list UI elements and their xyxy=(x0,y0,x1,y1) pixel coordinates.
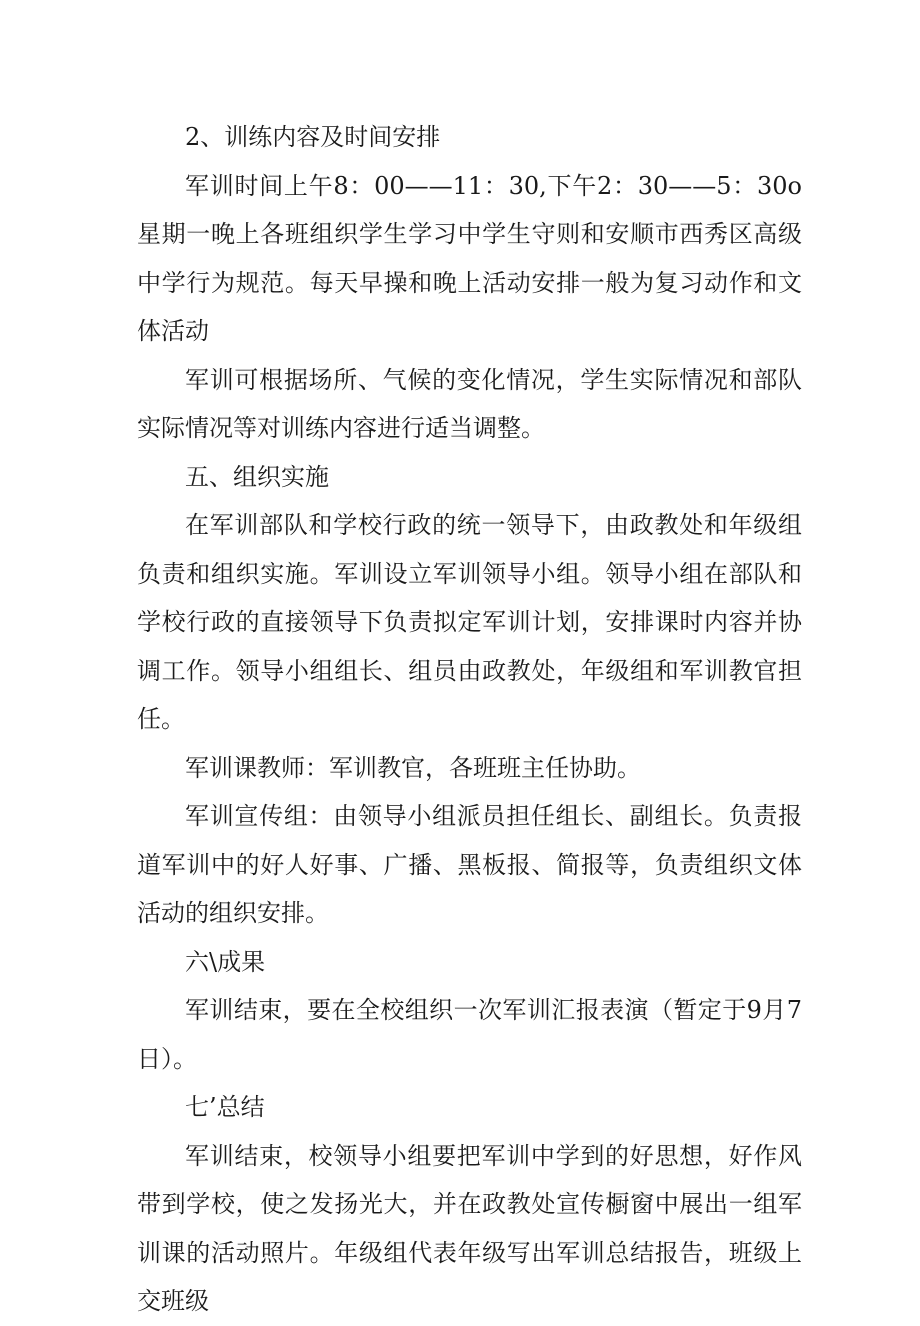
paragraph-report-performance: 军训结束，要在全校组织一次军训汇报表演（暂定于9月7日）。 xyxy=(137,996,802,1073)
document-body xyxy=(137,113,802,1326)
section-heading-training-schedule: 2、训练内容及时间安排 xyxy=(185,123,441,151)
section-heading-summary: 七’总结 xyxy=(185,1093,265,1121)
paragraph-summary: 军训结束，校领导小组要把军训中学到的好思想，好作风带到学校，使之发扬光大，并在政教处宣传橱窗中展出一组军训课的活动照片。年级组代表年级写出军训总结报告，班级上交班级 xyxy=(137,1141,802,1315)
paragraph-leadership: 在军训部队和学校行政的统一领导下，由政教处和年级组负责和组织实施。军训设立军训领导小组。领导小组在部队和学校行政的直接领导下负责拟定军训计划，安排课时内容并协调工作。领导小组组长、组员由政教处，年级组和军训教官担任。 xyxy=(137,511,802,733)
paragraph-adjustment: 军训可根据场所、气候的变化情况，学生实际情况和部队实际情况等对训练内容进行适当调整。 xyxy=(137,365,802,442)
paragraph-teachers: 军训课教师：军训教官，各班班主任协助。 xyxy=(185,753,641,782)
paragraph-training-time: 军训时间上午8：00——11：30,下午2：30——5：30o星期一晚上各班组织学生学习中学生守则和安顺市西秀区高级中学行为规范。每天早操和晚上活动安排一般为复习动作和文体活动 xyxy=(137,171,802,345)
section-heading-results: 六\成果 xyxy=(185,947,266,976)
section-heading-organization: 五、组织实施 xyxy=(185,462,329,491)
paragraph-publicity: 军训宣传组：由领导小组派员担任组长、副组长。负责报道军训中的好人好事、广播、黑板报、简报等，负责组织文体活动的组织安排。 xyxy=(137,802,802,927)
